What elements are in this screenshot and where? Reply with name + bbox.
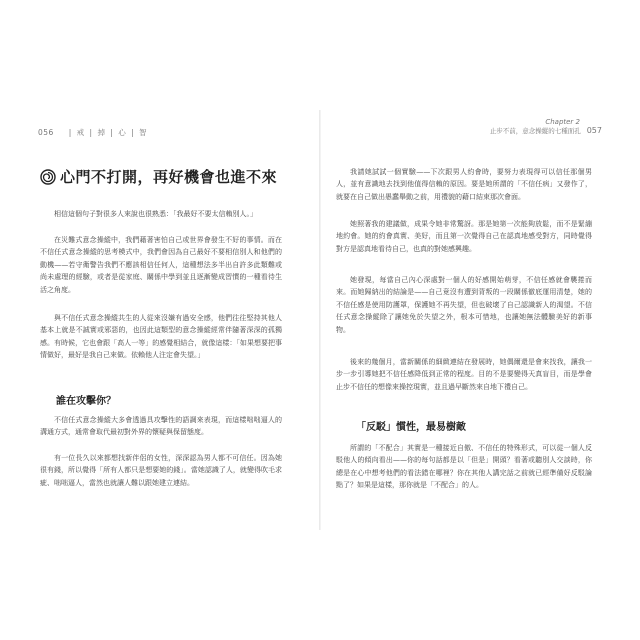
paragraph: 她發現，每當自己內心深處對一個人的好感開始萌芽，不信任感就會襲捲而來。而她歸納出的結論是——自己竟沒有遭到背叛的一段關係徹底運用清楚，她的不信任感是使用防護罩，保護她不再失望，但也破壞了自己認識新人的渴望。不信任式意念操縱除了讓她免於失望之外，根本可惜地，也讓她無法體驗美好的新事物。 xyxy=(336,276,592,334)
running-title-char: 掉 xyxy=(97,128,106,137)
section-headline xyxy=(40,166,277,187)
running-subtitle: 止步不前，意念操縱的七種面孔 xyxy=(489,127,581,135)
paragraph: 相信這個句子對很多人來說也很熟悉：「我最好不要太信賴別人。」 xyxy=(54,210,257,218)
running-title-char: 智 xyxy=(139,128,148,137)
left-running-head: 056 | 戒 | 掉 | 心 | 智 xyxy=(38,128,148,137)
paragraph: 她照著我的建議做，成果令她非常驚訝。那是她第一次能夠放鬆，而不是緊繃地約會。她的約會真實、美好，而且第一次覺得自己在認真地感受對方，同時覺得對方是認真地看待自己，也真的對她感興趣。 xyxy=(336,220,592,253)
paragraph: 與不信任式意念操縱共生的人從來沒嫌有過安全感，他們往往堅持其他人基本上就是不誠實或邪惡的，也因此這類型的意念操縱經常伴隨著深深的孤獨感。有時候，它也會跟「高人一等」的感覺相結合，就像這樣：「如果想要把事情做好，最好是我自己來做。依賴他人注定會失望。」 xyxy=(40,314,282,360)
left-page-number: 056 xyxy=(38,128,54,137)
paragraph: 不信任式意念操縱大多會透過具攻擊性的語調來表現，而這樣咄咄逼人的溝通方式，通常會取代最初對外界的懷疑與保留態度。 xyxy=(40,416,282,437)
right-page-number: 057 xyxy=(586,126,602,135)
paragraph: 在災難式意念操縱中，我們藉著害怕自己或世界會發生不好的事情。而在不信任式意念操縱的思考模式中，我們會因為自己最好不要相信別人和他們的動機——若守衛警告我們不應該相信任何人，這種想法多半出自許多此類難或尚未處理的經驗，或者是從家庭、關係中學到並且逐漸變成習慣的一種看待生活之角度。 xyxy=(40,236,282,294)
right-running-head xyxy=(490,118,602,135)
chapter-label: Chapter 2 xyxy=(545,118,580,126)
right-page xyxy=(320,0,640,640)
running-title-char: 戒 xyxy=(76,128,85,137)
subhead: 「反駁」慣性，最易樹敵 xyxy=(356,422,466,433)
paragraph: 我請她試試一個實驗——下次跟男人約會時，要努力表現得可以信任那個男人，並有意識地去找到他值得信賴的原因。要是她所謂的「不信任病」又發作了，就要在自己做出愚蠢舉動之前，用禮貌的藉口結束那次會面。 xyxy=(336,168,592,201)
running-title-char: 心 xyxy=(118,128,127,137)
swirl-icon xyxy=(40,169,56,185)
paragraph: 所謂的「不配合」其實是一種接近自傲、不信任的特殊形式，可以從一個人反駁他人的傾向看出——你的每句話都是以「但是」開頭？看著或聽別人交談時，你總是在心中想考他們的看法錯在哪裡？你在其他人講完話之前就已經準備好反駁論點了？如果是這樣，那你就是「不配合」的人。 xyxy=(336,444,592,490)
paragraph: 有一位長久以來都想找新伴侶的女性，深深認為男人都不可信任。因為她很有錢，所以覺得「所有人都只是想要她的錢」。當她認識了人，就變得吹毛求疵、咄咄逼人，當然也就讓人難以跟她建立連結。 xyxy=(40,454,282,487)
subhead: 誰在攻擊你？ xyxy=(56,396,116,407)
headline-text: 心門不打開，再好機會也進不來 xyxy=(60,168,278,186)
paragraph: 後來的幾個月，當新關係的細緻連結在發展時，她偶爾還是會來找我，讓我一步一步引導她把不信任感降低到正常的程度。目的不是要變得天真盲目，而是學會止步不信任的想像來操控現實，並且過早斷然來自地下禮自己。 xyxy=(336,358,592,391)
